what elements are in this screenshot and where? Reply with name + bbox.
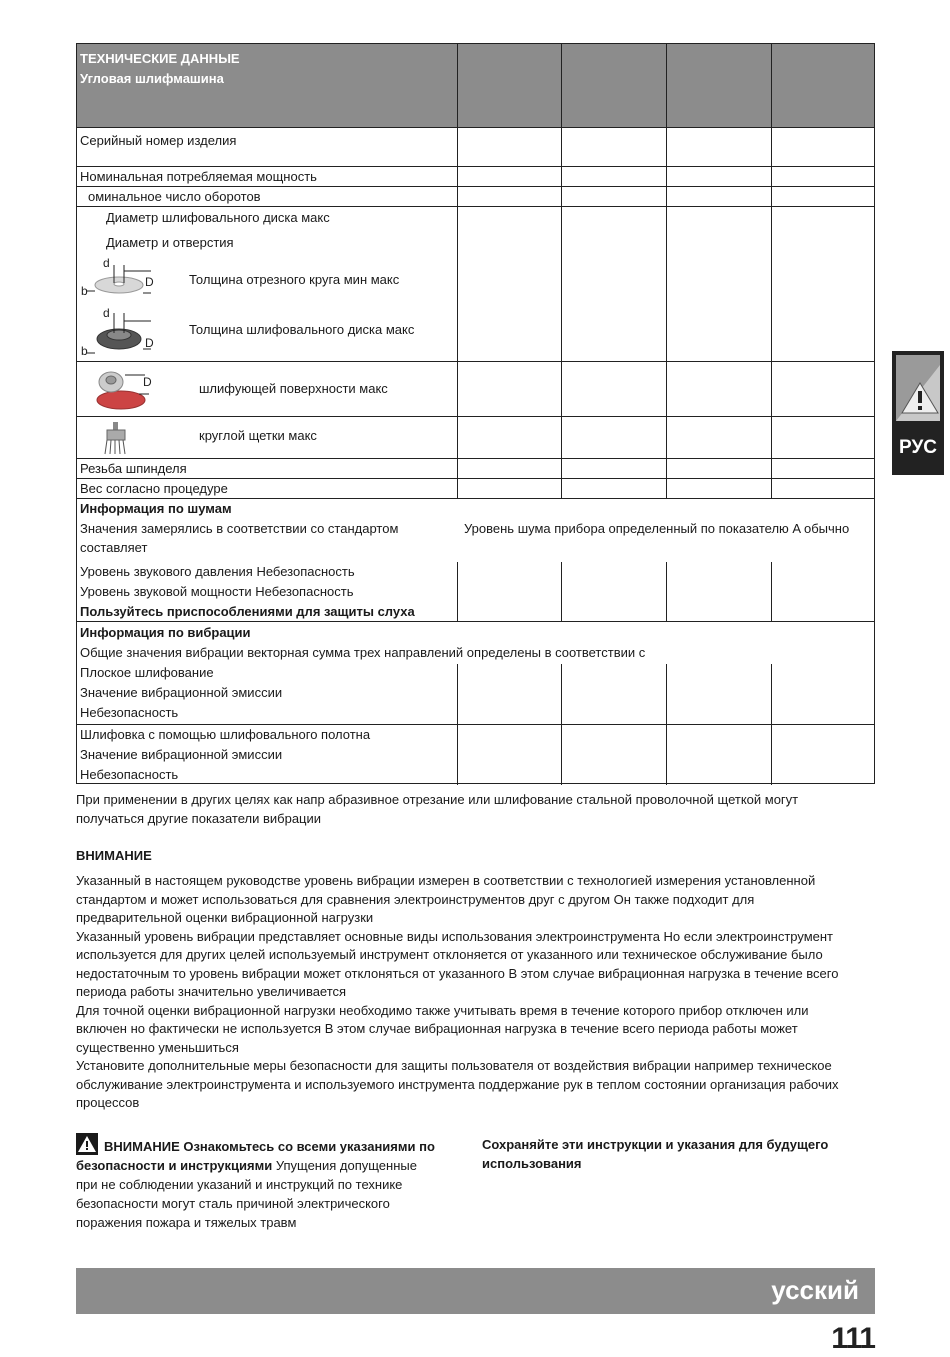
diagram-label-d: d	[103, 307, 110, 320]
column-divider	[561, 562, 562, 622]
noise-protection: Пользуйтесь приспособлениями для защиты слуха	[80, 604, 415, 619]
attention-text	[76, 872, 876, 1113]
noise-measured: Значения замерялись в соответствии со стандартом	[80, 521, 399, 536]
side-tab-label: РУС	[899, 437, 937, 458]
column-divider	[771, 44, 772, 499]
warning-line-4: безопасности могут сталь причиной электрического	[76, 1196, 390, 1211]
tech-data-table	[76, 43, 875, 784]
attention-line: включен но фактически не используется В этом случае вибрационная нагрузка в течение всего периода работы может	[76, 1021, 798, 1036]
table-subtitle: Угловая шлифмашина	[80, 71, 224, 86]
vibration-uncertainty-2: Небезопасность	[80, 767, 179, 782]
column-divider	[666, 562, 667, 622]
noise-power: Уровень звуковой мощности Небезопасность	[80, 584, 354, 599]
column-divider	[561, 664, 562, 785]
table-row	[77, 207, 874, 362]
language-side-tab	[892, 351, 944, 475]
column-divider	[457, 664, 458, 785]
row-thread-label: Резьба шпинделя	[80, 461, 187, 476]
attention-line: обслуживание электроинструмента и используемого инструмента поддержание рук в теплом состоянии организация рабочих	[76, 1076, 839, 1092]
noise-title: Информация по шумам	[80, 501, 232, 516]
column-divider	[771, 562, 772, 622]
flap-disc-icon	[87, 366, 157, 412]
warning-icon	[896, 355, 940, 421]
noise-level: Уровень шума прибора определенный по показателю A обычно	[464, 521, 850, 536]
noise-block	[77, 499, 874, 622]
diagram-label-d: d	[103, 256, 110, 270]
attention-line: используется для других целей используемый инструмент отклоняется от указанного или техническое обслуживание было	[76, 947, 823, 962]
attention-line: предварительной оценки вибрационной нагрузки	[76, 910, 374, 925]
warning-bold-2: безопасности и инструкциями	[76, 1158, 273, 1173]
row-brush-label: круглой щетки макс	[199, 428, 317, 443]
warning-rest-2: Упущения допущенные	[272, 1158, 417, 1173]
attention-line: процессов	[76, 1095, 140, 1110]
diagram-label-D: D	[143, 375, 152, 389]
diagram-label-D: D	[145, 275, 154, 289]
vibration-total: Общие значения вибрации векторная сумма трех направлений определены в соответствии с	[80, 645, 646, 660]
other-uses-line-2: получаться другие показатели вибрации	[76, 810, 322, 826]
row-weight-label: Вес согласно процедуре	[80, 481, 228, 496]
table-row	[77, 459, 874, 479]
row-serial-label: Серийный номер изделия	[80, 133, 237, 148]
save-note-line-2: использования	[482, 1156, 582, 1171]
row-power-label: Номинальная потребляемая мощность	[80, 169, 317, 184]
row-cut-thick-label: Толщина отрезного круга мин макс	[189, 272, 400, 287]
vibration-block	[77, 622, 874, 723]
vibration-sheet: Шлифовка с помощью шлифовального полотна	[80, 727, 371, 742]
cut-disc-icon	[81, 255, 155, 301]
vibration-uncertainty-1: Небезопасность	[80, 705, 179, 720]
attention-heading: ВНИМАНИЕ	[76, 848, 152, 863]
row-grind-thick-label: Толщина шлифовального диска макс	[189, 322, 415, 337]
grinding-disc-icon	[81, 307, 155, 357]
footer-language: усский	[771, 1275, 859, 1305]
attention-line: Указанный в настоящем руководстве уровень вибрации измерен в соответствии с технологией измерения установленной	[76, 873, 816, 888]
diagram-label-D: D	[145, 336, 154, 350]
safety-warning	[76, 1137, 466, 1232]
attention-line: Установите дополнительные меры безопасности для защиты пользователя от воздействия вибрации например техническое	[76, 1058, 832, 1073]
attention-line: недостаточным то уровень вибрации может отклоняться от указанного В этом случае вибрационная нагрузка в течение всего	[76, 965, 839, 981]
warning-line-5: поражения пожара и тяжелых травм	[76, 1215, 297, 1230]
column-divider	[771, 664, 772, 785]
table-header	[77, 44, 874, 128]
column-divider	[457, 44, 458, 499]
table-title: ТЕХНИЧЕСКИЕ ДАННЫЕ	[80, 51, 240, 66]
vibration-emission-1: Значение вибрационной эмиссии	[80, 685, 283, 700]
attention-line: стандартом и может использоваться для сравнения электроинструментов друг с другом Он также подходит для	[76, 891, 755, 907]
diagram-label-b: b	[81, 284, 88, 298]
other-uses-note	[76, 791, 876, 828]
save-instructions-note	[482, 1135, 875, 1173]
row-speed-label: оминальное число оборотов	[88, 189, 261, 204]
warning-line-1: ВНИМАНИЕ Ознакомьтесь со всеми указаниями по	[104, 1139, 435, 1154]
warning-line-3: при не соблюдении указаний и инструкций по технике	[76, 1177, 403, 1192]
attention-line: существенно уменьшиться	[76, 1039, 239, 1055]
column-divider	[561, 44, 562, 499]
attention-line: Для точной оценки вибрационной нагрузки необходимо также учитывать время в течение которого прибор отключен или	[76, 1002, 809, 1018]
diagram-label-b: b	[81, 344, 88, 357]
column-divider	[457, 562, 458, 622]
column-divider	[666, 664, 667, 785]
wire-brush-icon	[103, 420, 133, 456]
table-row	[77, 128, 874, 167]
footer-bar	[76, 1268, 875, 1314]
row-grind-surface-label: шлифующей поверхности макс	[199, 381, 388, 396]
table-row	[77, 187, 874, 207]
vibration-sheet-block	[77, 724, 874, 784]
vibration-flat: Плоское шлифование	[80, 665, 214, 680]
save-note-line-1: Сохраняйте эти инструкции и указания для будущего	[482, 1137, 829, 1152]
table-row	[77, 479, 874, 499]
table-row	[77, 167, 874, 187]
warning-line-2	[76, 1156, 466, 1175]
other-uses-line-1: При применении в других целях как напр абразивное отрезание или шлифование стальной проволочной щеткой могут	[76, 792, 799, 807]
attention-line: периода работы значительно увеличивается	[76, 984, 347, 999]
attention-line: Указанный уровень вибрации представляет основные виды использования электроинструмента Но если электроинструмент	[76, 928, 834, 944]
table-row	[77, 417, 874, 459]
noise-pressure: Уровень звукового давления Небезопасность	[80, 564, 355, 579]
table-row	[77, 362, 874, 417]
row-hole-dia-label: Диаметр и отверстия	[106, 235, 234, 250]
page-number: 111	[831, 1322, 875, 1355]
noise-amounts: составляет	[80, 540, 148, 555]
vibration-emission-2: Значение вибрационной эмиссии	[80, 747, 283, 762]
row-disc-dia-label: Диаметр шлифовального диска макс	[106, 210, 330, 225]
vibration-title: Информация по вибрации	[80, 625, 251, 640]
column-divider	[666, 44, 667, 499]
